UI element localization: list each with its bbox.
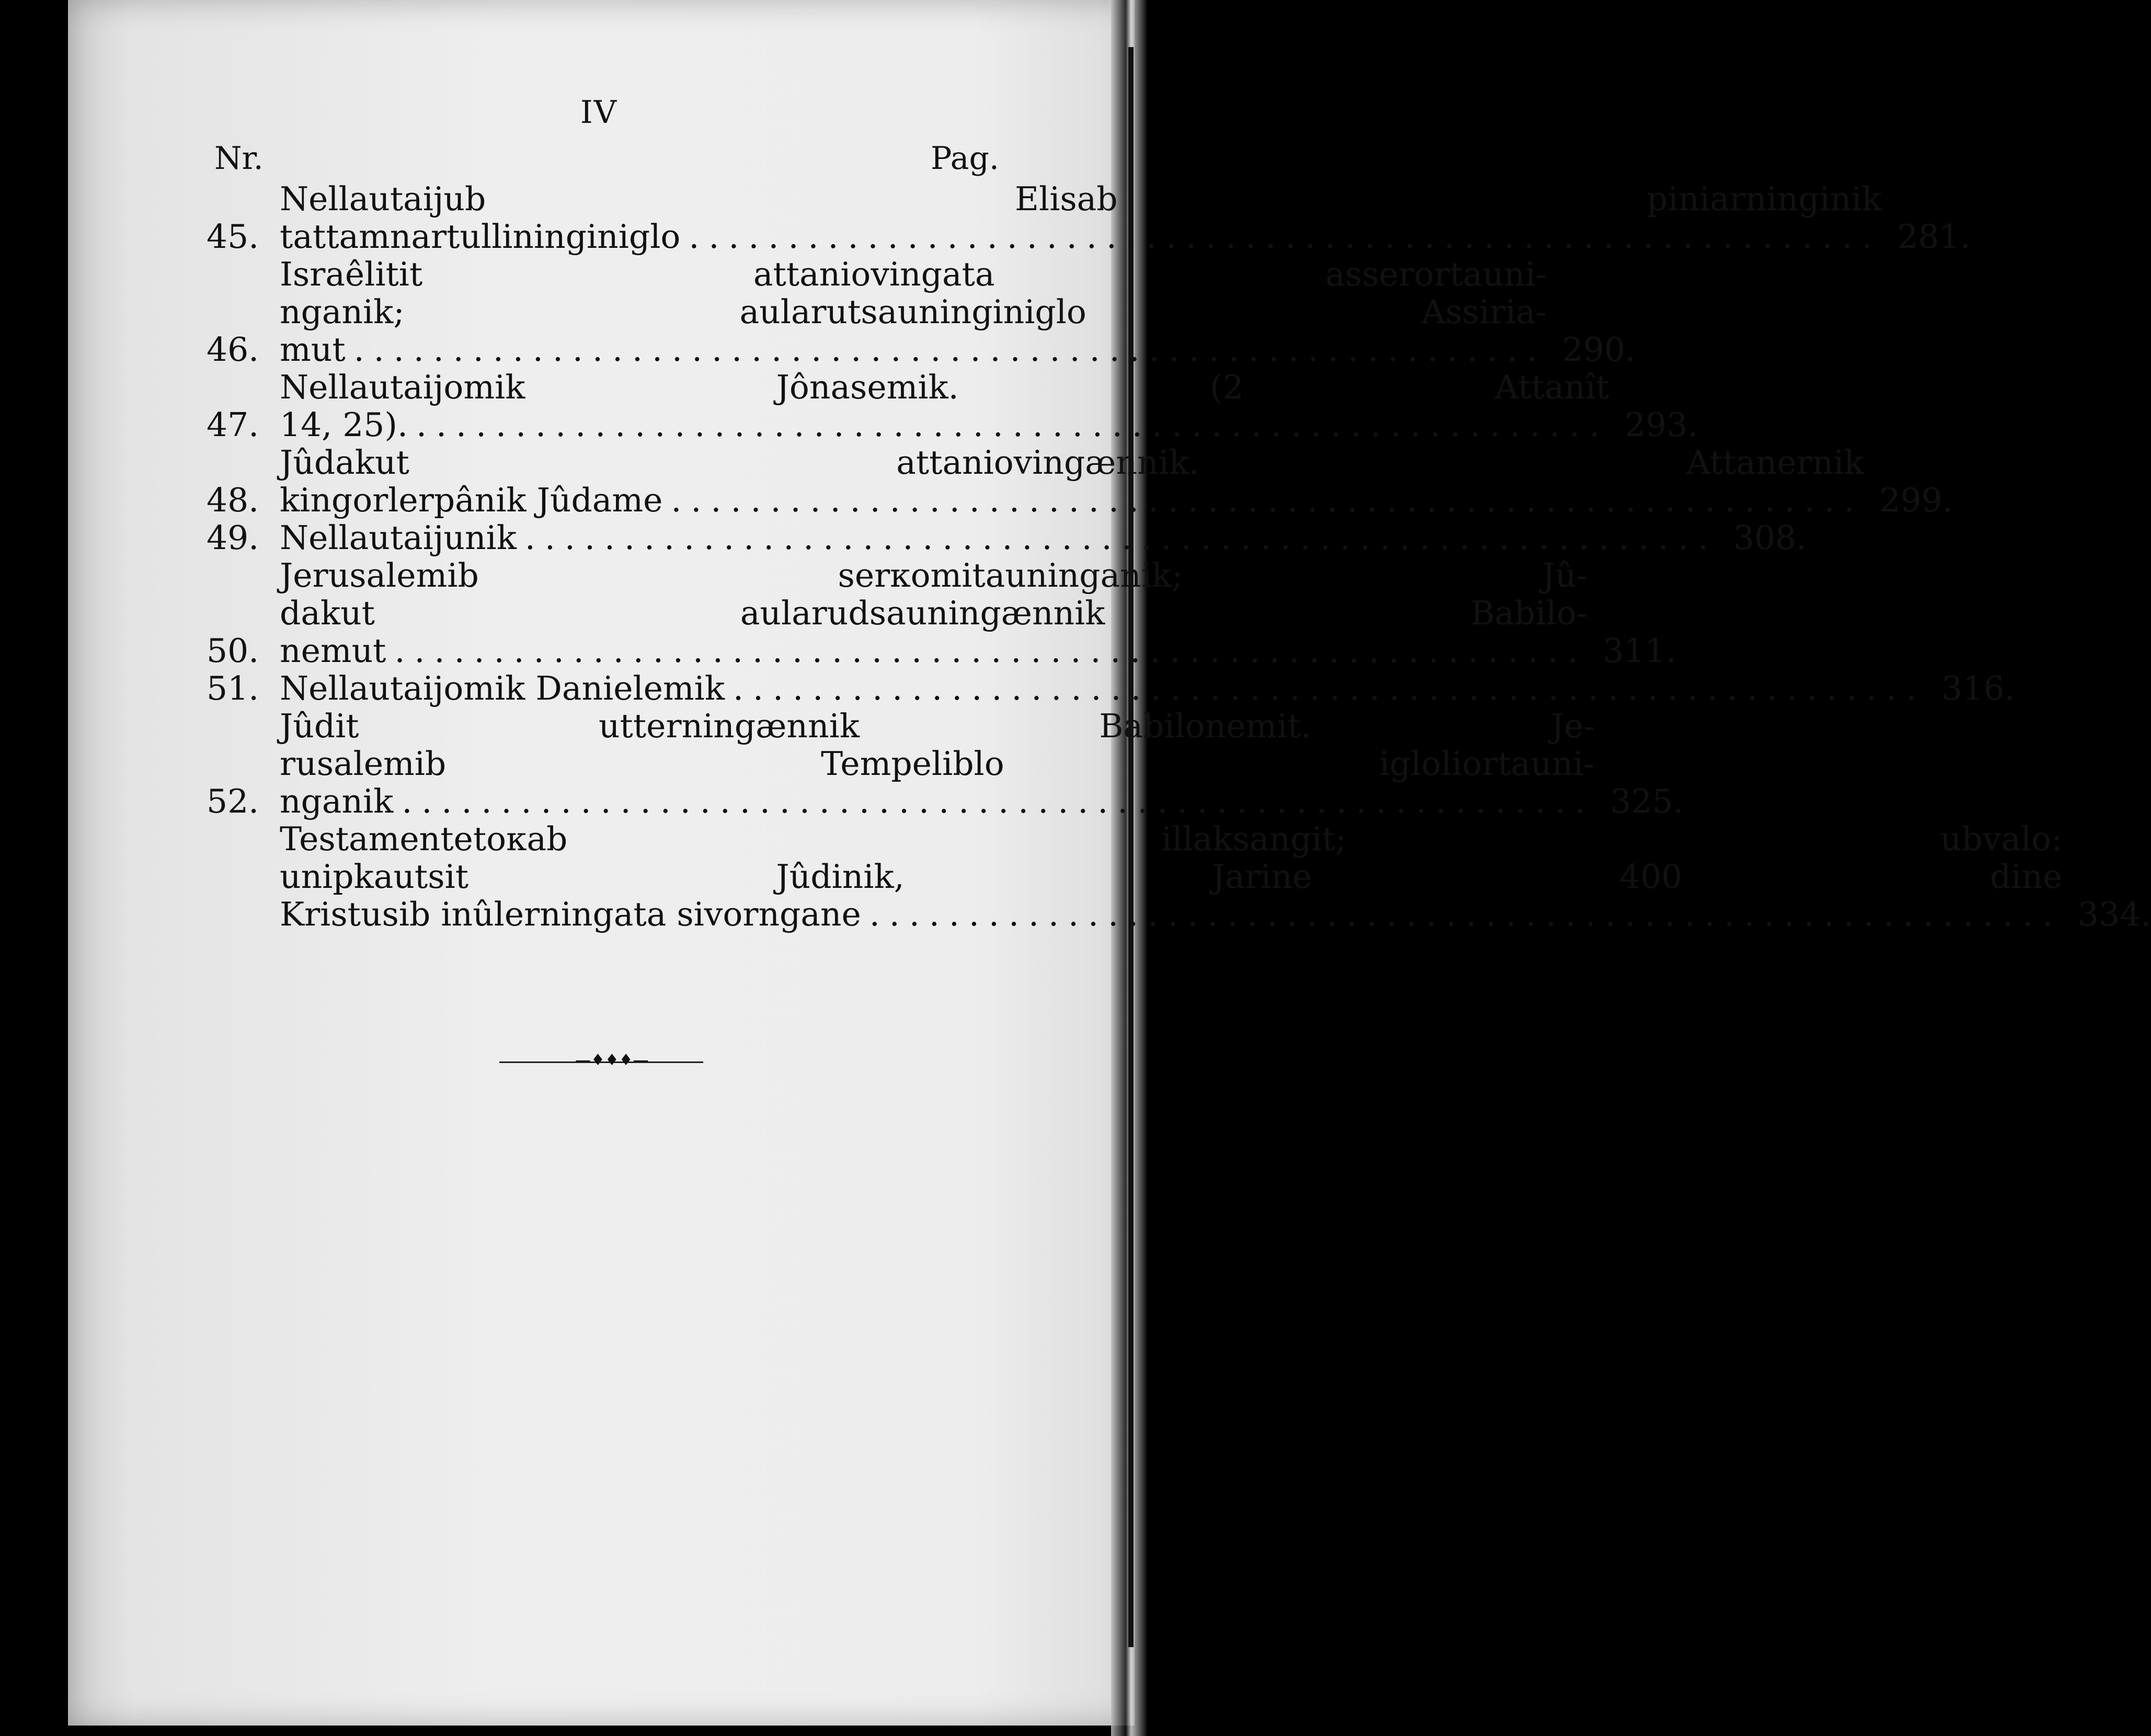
entry-title <box>280 444 1953 519</box>
entry-title-last-line <box>280 896 2151 933</box>
entry-page-number: 293. <box>1624 406 1698 444</box>
entry-title-line: Jûdakut attaniovingænnik. Attanernik <box>280 443 1864 482</box>
dot-leader: ............................................................ <box>671 481 1864 519</box>
entry-title-text: Nellautaijunik <box>280 519 517 557</box>
toc-entry <box>207 443 1953 519</box>
entry-number: 51. <box>207 669 259 707</box>
dot-leader: ............................................................ <box>353 330 1547 369</box>
entry-title-text: Nellautaijomik Danielemik <box>280 669 725 707</box>
entry-page-number: 290. <box>1562 330 1636 369</box>
entry-title-line: rusalemib Tempeliblo igloliortauni- <box>280 745 1595 783</box>
entry-title-line: dakut aularudsauningænnik Babilo- <box>280 594 1588 632</box>
entry-title-text: 14, 25). <box>280 406 408 444</box>
entry-page-number: 325. <box>1610 782 1684 820</box>
entry-number: 46. <box>207 330 259 369</box>
dot-leader: ............................................................ <box>394 632 1588 670</box>
entry-title-text: tattamnartullininginiglo <box>280 218 681 256</box>
entry-title <box>280 180 1971 256</box>
entry-title-text: mut <box>280 330 346 369</box>
entry-title-line: unipkautsit Jûdinik, Jarine 400 dine <box>280 858 2063 896</box>
toc-entry <box>207 368 1698 444</box>
entry-title <box>280 256 1635 369</box>
toc-entry <box>207 519 1807 557</box>
dot-leader: ............................................................ <box>733 669 1926 707</box>
entry-title-text: nganik <box>280 782 394 820</box>
entry-number: 45. <box>207 218 259 256</box>
entry-title-last-line <box>280 783 1684 820</box>
entry-page-number: 311. <box>1603 632 1677 670</box>
divider-ornament: —♦♦♦— <box>575 1051 649 1069</box>
entry-title-last-line <box>280 406 1698 444</box>
entry-title-last-line <box>280 331 1635 369</box>
entry-title-last-line <box>280 519 1806 557</box>
entry-page-number: 308. <box>1733 519 1807 557</box>
entry-page-number: 299. <box>1879 481 1953 519</box>
entry-title-line: Nellautaijomik Jônasemik. (2 Attanît <box>280 368 1609 406</box>
entry-title <box>280 670 2015 707</box>
entry-title-line: Jûdit utterningænnik Babilonemit. Je- <box>280 707 1595 745</box>
dot-leader: ............................................................ <box>689 218 1882 256</box>
entry-number: 49. <box>207 519 259 557</box>
entry-number: 47. <box>207 406 259 444</box>
entry-title <box>280 707 1684 820</box>
toc-entry <box>207 255 1636 369</box>
entry-title-last-line <box>280 482 1953 519</box>
entry-title-text: nemut <box>280 632 386 670</box>
dot-leader: ............................................................ <box>402 782 1595 820</box>
entry-title-text: Kristusib inûlerningata sivorngane <box>280 895 861 933</box>
entry-title-line: nganik; aularutsauninginiglo Assiria- <box>280 293 1547 331</box>
toc-entry <box>207 669 2015 707</box>
entry-number: 52. <box>207 782 259 820</box>
toc-entry <box>207 180 1971 256</box>
toc-entry <box>207 707 1684 820</box>
entry-title <box>280 820 2151 933</box>
entry-title-line: Israêlitit attaniovingata asserortauni- <box>280 255 1547 293</box>
dot-leader: ............................................................ <box>524 519 1718 557</box>
page-number: IV <box>580 94 618 131</box>
dot-leader: ............................................................ <box>416 406 1609 444</box>
dot-leader: ............................................................ <box>869 895 2063 933</box>
column-header-pag: Pag. <box>931 140 999 177</box>
toc-entry <box>207 820 2151 933</box>
entry-title <box>280 519 1806 557</box>
table-of-contents <box>207 180 2151 933</box>
entry-title-line: Nellautaijub Elisab piniarninginik <box>280 180 1882 218</box>
entry-title <box>280 369 1698 444</box>
toc-entry <box>207 556 1677 670</box>
column-header-nr: Nr. <box>214 140 264 177</box>
entry-number: 48. <box>207 481 259 519</box>
entry-title-last-line <box>280 632 1676 670</box>
entry-title-text: kingorlerpânik Jûdame <box>280 481 663 519</box>
entry-title-line: Testamentetoкab illaksangit; ubvalo: <box>280 820 2063 858</box>
entry-page-number: 334. <box>2078 895 2151 933</box>
entry-page-number: 316. <box>1941 669 2015 707</box>
entry-page-number: 281. <box>1897 218 1971 256</box>
entry-title <box>280 557 1676 670</box>
entry-title-line: Jerusalemib serкomitauninganik; Jû- <box>280 556 1588 595</box>
entry-title-last-line <box>280 670 2015 707</box>
entry-title-last-line <box>280 218 1971 256</box>
entry-number: 50. <box>207 632 259 670</box>
